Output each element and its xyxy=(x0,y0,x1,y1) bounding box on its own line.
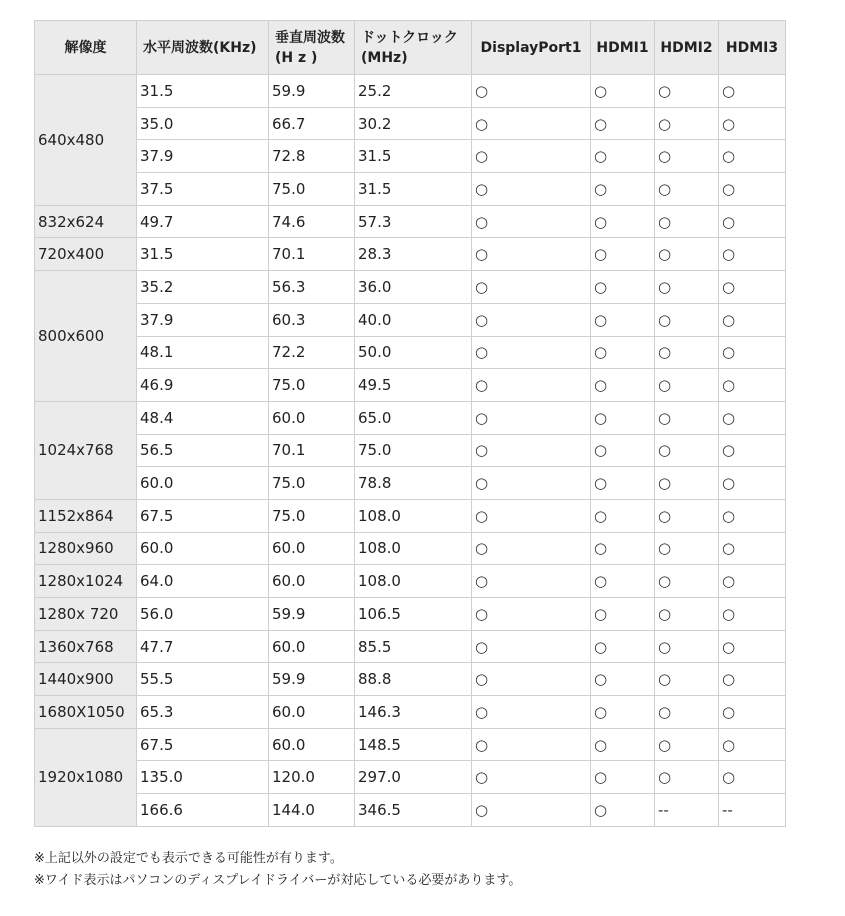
resolution-cell: 1680X1050 xyxy=(35,696,137,729)
hdmi1-support-cell: ○ xyxy=(591,140,655,173)
displayport1-support-cell: ○ xyxy=(472,794,591,827)
dot-clock-cell: 106.5 xyxy=(355,598,472,631)
hdmi3-support-cell: ○ xyxy=(719,565,786,598)
hdmi2-support-cell: ○ xyxy=(655,696,719,729)
displayport1-support-cell: ○ xyxy=(472,369,591,402)
horizontal-frequency-cell: 48.4 xyxy=(137,401,269,434)
table-row xyxy=(35,532,786,565)
table-row xyxy=(35,336,786,369)
hdmi3-support-cell: ○ xyxy=(719,761,786,794)
resolution-cell: 1024x768 xyxy=(35,401,137,499)
resolution-cell: 800x600 xyxy=(35,271,137,402)
vertical-frequency-cell: 60.0 xyxy=(269,630,355,663)
hdmi2-support-cell: ○ xyxy=(655,565,719,598)
horizontal-frequency-cell: 31.5 xyxy=(137,75,269,108)
hdmi1-support-cell: ○ xyxy=(591,336,655,369)
vertical-frequency-cell: 59.9 xyxy=(269,75,355,108)
table-row xyxy=(35,238,786,271)
hdmi2-support-cell: ○ xyxy=(655,499,719,532)
displayport1-support-cell: ○ xyxy=(472,205,591,238)
horizontal-frequency-cell: 48.1 xyxy=(137,336,269,369)
header-hdmi2: HDMI2 xyxy=(655,21,719,75)
vertical-frequency-cell: 72.8 xyxy=(269,140,355,173)
horizontal-frequency-cell: 166.6 xyxy=(137,794,269,827)
table-row xyxy=(35,140,786,173)
vertical-frequency-cell: 60.0 xyxy=(269,696,355,729)
horizontal-frequency-cell: 37.9 xyxy=(137,140,269,173)
hdmi2-support-cell: ○ xyxy=(655,761,719,794)
horizontal-frequency-cell: 67.5 xyxy=(137,728,269,761)
dot-clock-cell: 108.0 xyxy=(355,565,472,598)
dot-clock-cell: 40.0 xyxy=(355,303,472,336)
displayport1-support-cell: ○ xyxy=(472,75,591,108)
hdmi1-support-cell: ○ xyxy=(591,532,655,565)
hdmi3-support-cell: ○ xyxy=(719,271,786,304)
horizontal-frequency-cell: 31.5 xyxy=(137,238,269,271)
header-vertical-frequency-line1: 垂直周波数 xyxy=(275,29,345,46)
dot-clock-cell: 49.5 xyxy=(355,369,472,402)
dot-clock-cell: 148.5 xyxy=(355,728,472,761)
hdmi1-support-cell: ○ xyxy=(591,598,655,631)
horizontal-frequency-cell: 64.0 xyxy=(137,565,269,598)
displayport1-support-cell: ○ xyxy=(472,598,591,631)
hdmi3-support-cell: ○ xyxy=(719,467,786,500)
hdmi2-support-cell: ○ xyxy=(655,140,719,173)
resolution-cell: 720x400 xyxy=(35,238,137,271)
dot-clock-cell: 108.0 xyxy=(355,532,472,565)
displayport1-support-cell: ○ xyxy=(472,434,591,467)
hdmi1-support-cell: ○ xyxy=(591,271,655,304)
table-row xyxy=(35,467,786,500)
horizontal-frequency-cell: 49.7 xyxy=(137,205,269,238)
displayport1-support-cell: ○ xyxy=(472,663,591,696)
displayport1-support-cell: ○ xyxy=(472,173,591,206)
dot-clock-cell: 57.3 xyxy=(355,205,472,238)
resolution-cell: 1280x1024 xyxy=(35,565,137,598)
hdmi2-support-cell: -- xyxy=(655,794,719,827)
header-hdmi1: HDMI1 xyxy=(591,21,655,75)
header-displayport1: DisplayPort1 xyxy=(472,21,591,75)
displayport1-support-cell: ○ xyxy=(472,499,591,532)
vertical-frequency-cell: 70.1 xyxy=(269,238,355,271)
horizontal-frequency-cell: 56.0 xyxy=(137,598,269,631)
hdmi3-support-cell: ○ xyxy=(719,303,786,336)
table-header-row xyxy=(35,21,786,75)
table-row xyxy=(35,630,786,663)
vertical-frequency-cell: 75.0 xyxy=(269,369,355,402)
table-row xyxy=(35,434,786,467)
dot-clock-cell: 50.0 xyxy=(355,336,472,369)
vertical-frequency-cell: 75.0 xyxy=(269,173,355,206)
footnotes xyxy=(34,848,521,892)
table-row xyxy=(35,761,786,794)
displayport1-support-cell: ○ xyxy=(472,107,591,140)
dot-clock-cell: 78.8 xyxy=(355,467,472,500)
hdmi1-support-cell: ○ xyxy=(591,303,655,336)
hdmi2-support-cell: ○ xyxy=(655,663,719,696)
displayport1-support-cell: ○ xyxy=(472,303,591,336)
dot-clock-cell: 297.0 xyxy=(355,761,472,794)
displayport1-support-cell: ○ xyxy=(472,565,591,598)
header-resolution: 解像度 xyxy=(35,21,137,75)
dot-clock-cell: 25.2 xyxy=(355,75,472,108)
horizontal-frequency-cell: 35.0 xyxy=(137,107,269,140)
dot-clock-cell: 75.0 xyxy=(355,434,472,467)
resolution-cell: 1920x1080 xyxy=(35,728,137,826)
table-row xyxy=(35,794,786,827)
dot-clock-cell: 31.5 xyxy=(355,173,472,206)
vertical-frequency-cell: 59.9 xyxy=(269,663,355,696)
header-hdmi3: HDMI3 xyxy=(719,21,786,75)
horizontal-frequency-cell: 56.5 xyxy=(137,434,269,467)
table-row xyxy=(35,663,786,696)
hdmi2-support-cell: ○ xyxy=(655,369,719,402)
hdmi2-support-cell: ○ xyxy=(655,238,719,271)
hdmi3-support-cell: ○ xyxy=(719,369,786,402)
displayport1-support-cell: ○ xyxy=(472,467,591,500)
horizontal-frequency-cell: 135.0 xyxy=(137,761,269,794)
hdmi3-support-cell: ○ xyxy=(719,696,786,729)
displayport1-support-cell: ○ xyxy=(472,401,591,434)
hdmi3-support-cell: ○ xyxy=(719,336,786,369)
hdmi2-support-cell: ○ xyxy=(655,467,719,500)
hdmi3-support-cell: ○ xyxy=(719,499,786,532)
table-body xyxy=(35,75,786,827)
vertical-frequency-cell: 72.2 xyxy=(269,336,355,369)
timing-support-table xyxy=(34,20,786,827)
hdmi1-support-cell: ○ xyxy=(591,434,655,467)
header-dot-clock-line1: ドットクロック xyxy=(361,29,458,46)
dot-clock-cell: 146.3 xyxy=(355,696,472,729)
table-row xyxy=(35,107,786,140)
vertical-frequency-cell: 56.3 xyxy=(269,271,355,304)
horizontal-frequency-cell: 35.2 xyxy=(137,271,269,304)
hdmi1-support-cell: ○ xyxy=(591,107,655,140)
hdmi2-support-cell: ○ xyxy=(655,107,719,140)
hdmi2-support-cell: ○ xyxy=(655,303,719,336)
hdmi1-support-cell: ○ xyxy=(591,728,655,761)
hdmi3-support-cell: ○ xyxy=(719,107,786,140)
hdmi3-support-cell: ○ xyxy=(719,75,786,108)
dot-clock-cell: 346.5 xyxy=(355,794,472,827)
horizontal-frequency-cell: 60.0 xyxy=(137,467,269,500)
resolution-cell: 1360x768 xyxy=(35,630,137,663)
hdmi2-support-cell: ○ xyxy=(655,532,719,565)
dot-clock-cell: 30.2 xyxy=(355,107,472,140)
hdmi1-support-cell: ○ xyxy=(591,369,655,402)
hdmi1-support-cell: ○ xyxy=(591,630,655,663)
hdmi2-support-cell: ○ xyxy=(655,75,719,108)
header-vertical-frequency xyxy=(269,21,355,75)
table-row xyxy=(35,205,786,238)
dot-clock-cell: 31.5 xyxy=(355,140,472,173)
table-row xyxy=(35,565,786,598)
vertical-frequency-cell: 75.0 xyxy=(269,467,355,500)
resolution-cell: 640x480 xyxy=(35,75,137,206)
hdmi3-support-cell: ○ xyxy=(719,598,786,631)
displayport1-support-cell: ○ xyxy=(472,238,591,271)
header-dot-clock-line2: (MHz) xyxy=(361,49,408,66)
horizontal-frequency-cell: 37.9 xyxy=(137,303,269,336)
displayport1-support-cell: ○ xyxy=(472,728,591,761)
dot-clock-cell: 65.0 xyxy=(355,401,472,434)
displayport1-support-cell: ○ xyxy=(472,630,591,663)
horizontal-frequency-cell: 60.0 xyxy=(137,532,269,565)
hdmi2-support-cell: ○ xyxy=(655,173,719,206)
vertical-frequency-cell: 60.0 xyxy=(269,532,355,565)
hdmi2-support-cell: ○ xyxy=(655,401,719,434)
vertical-frequency-cell: 60.3 xyxy=(269,303,355,336)
table-row xyxy=(35,499,786,532)
displayport1-support-cell: ○ xyxy=(472,140,591,173)
hdmi1-support-cell: ○ xyxy=(591,401,655,434)
dot-clock-cell: 28.3 xyxy=(355,238,472,271)
hdmi2-support-cell: ○ xyxy=(655,434,719,467)
dot-clock-cell: 88.8 xyxy=(355,663,472,696)
hdmi2-support-cell: ○ xyxy=(655,205,719,238)
vertical-frequency-cell: 66.7 xyxy=(269,107,355,140)
hdmi1-support-cell: ○ xyxy=(591,499,655,532)
hdmi3-support-cell: ○ xyxy=(719,532,786,565)
hdmi1-support-cell: ○ xyxy=(591,663,655,696)
table-row xyxy=(35,271,786,304)
table-row xyxy=(35,401,786,434)
hdmi3-support-cell: ○ xyxy=(719,140,786,173)
vertical-frequency-cell: 60.0 xyxy=(269,728,355,761)
hdmi1-support-cell: ○ xyxy=(591,238,655,271)
hdmi1-support-cell: ○ xyxy=(591,761,655,794)
horizontal-frequency-cell: 37.5 xyxy=(137,173,269,206)
table-row xyxy=(35,369,786,402)
table-row xyxy=(35,303,786,336)
hdmi3-support-cell: ○ xyxy=(719,401,786,434)
hdmi3-support-cell: ○ xyxy=(719,630,786,663)
dot-clock-cell: 85.5 xyxy=(355,630,472,663)
resolution-cell: 1152x864 xyxy=(35,499,137,532)
horizontal-frequency-cell: 67.5 xyxy=(137,499,269,532)
hdmi1-support-cell: ○ xyxy=(591,173,655,206)
footnote: ※上記以外の設定でも表示できる可能性が有ります。 xyxy=(34,851,343,866)
hdmi1-support-cell: ○ xyxy=(591,467,655,500)
resolution-cell: 832x624 xyxy=(35,205,137,238)
hdmi2-support-cell: ○ xyxy=(655,271,719,304)
displayport1-support-cell: ○ xyxy=(472,271,591,304)
table-row xyxy=(35,173,786,206)
hdmi1-support-cell: ○ xyxy=(591,696,655,729)
hdmi1-support-cell: ○ xyxy=(591,205,655,238)
vertical-frequency-cell: 144.0 xyxy=(269,794,355,827)
vertical-frequency-cell: 75.0 xyxy=(269,499,355,532)
horizontal-frequency-cell: 46.9 xyxy=(137,369,269,402)
table-row xyxy=(35,728,786,761)
horizontal-frequency-cell: 47.7 xyxy=(137,630,269,663)
displayport1-support-cell: ○ xyxy=(472,336,591,369)
vertical-frequency-cell: 120.0 xyxy=(269,761,355,794)
table-row xyxy=(35,696,786,729)
hdmi1-support-cell: ○ xyxy=(591,794,655,827)
table-row xyxy=(35,75,786,108)
hdmi2-support-cell: ○ xyxy=(655,630,719,663)
hdmi3-support-cell: -- xyxy=(719,794,786,827)
hdmi1-support-cell: ○ xyxy=(591,565,655,598)
displayport1-support-cell: ○ xyxy=(472,532,591,565)
header-horizontal-frequency: 水平周波数(KHz) xyxy=(137,21,269,75)
hdmi2-support-cell: ○ xyxy=(655,728,719,761)
vertical-frequency-cell: 60.0 xyxy=(269,401,355,434)
horizontal-frequency-cell: 65.3 xyxy=(137,696,269,729)
hdmi1-support-cell: ○ xyxy=(591,75,655,108)
table-row xyxy=(35,598,786,631)
resolution-cell: 1280x960 xyxy=(35,532,137,565)
vertical-frequency-cell: 74.6 xyxy=(269,205,355,238)
vertical-frequency-cell: 60.0 xyxy=(269,565,355,598)
displayport1-support-cell: ○ xyxy=(472,761,591,794)
horizontal-frequency-cell: 55.5 xyxy=(137,663,269,696)
dot-clock-cell: 36.0 xyxy=(355,271,472,304)
hdmi3-support-cell: ○ xyxy=(719,728,786,761)
hdmi3-support-cell: ○ xyxy=(719,173,786,206)
displayport1-support-cell: ○ xyxy=(472,696,591,729)
hdmi3-support-cell: ○ xyxy=(719,434,786,467)
header-vertical-frequency-line2: (H z ) xyxy=(275,49,318,66)
hdmi3-support-cell: ○ xyxy=(719,205,786,238)
dot-clock-cell: 108.0 xyxy=(355,499,472,532)
footnote: ※ワイド表示はパソコンのディスプレイドライバーが対応している必要があります。 xyxy=(34,873,522,888)
hdmi3-support-cell: ○ xyxy=(719,663,786,696)
header-dot-clock xyxy=(355,21,472,75)
hdmi2-support-cell: ○ xyxy=(655,336,719,369)
hdmi2-support-cell: ○ xyxy=(655,598,719,631)
vertical-frequency-cell: 70.1 xyxy=(269,434,355,467)
resolution-cell: 1280x 720 xyxy=(35,598,137,631)
resolution-cell: 1440x900 xyxy=(35,663,137,696)
hdmi3-support-cell: ○ xyxy=(719,238,786,271)
vertical-frequency-cell: 59.9 xyxy=(269,598,355,631)
